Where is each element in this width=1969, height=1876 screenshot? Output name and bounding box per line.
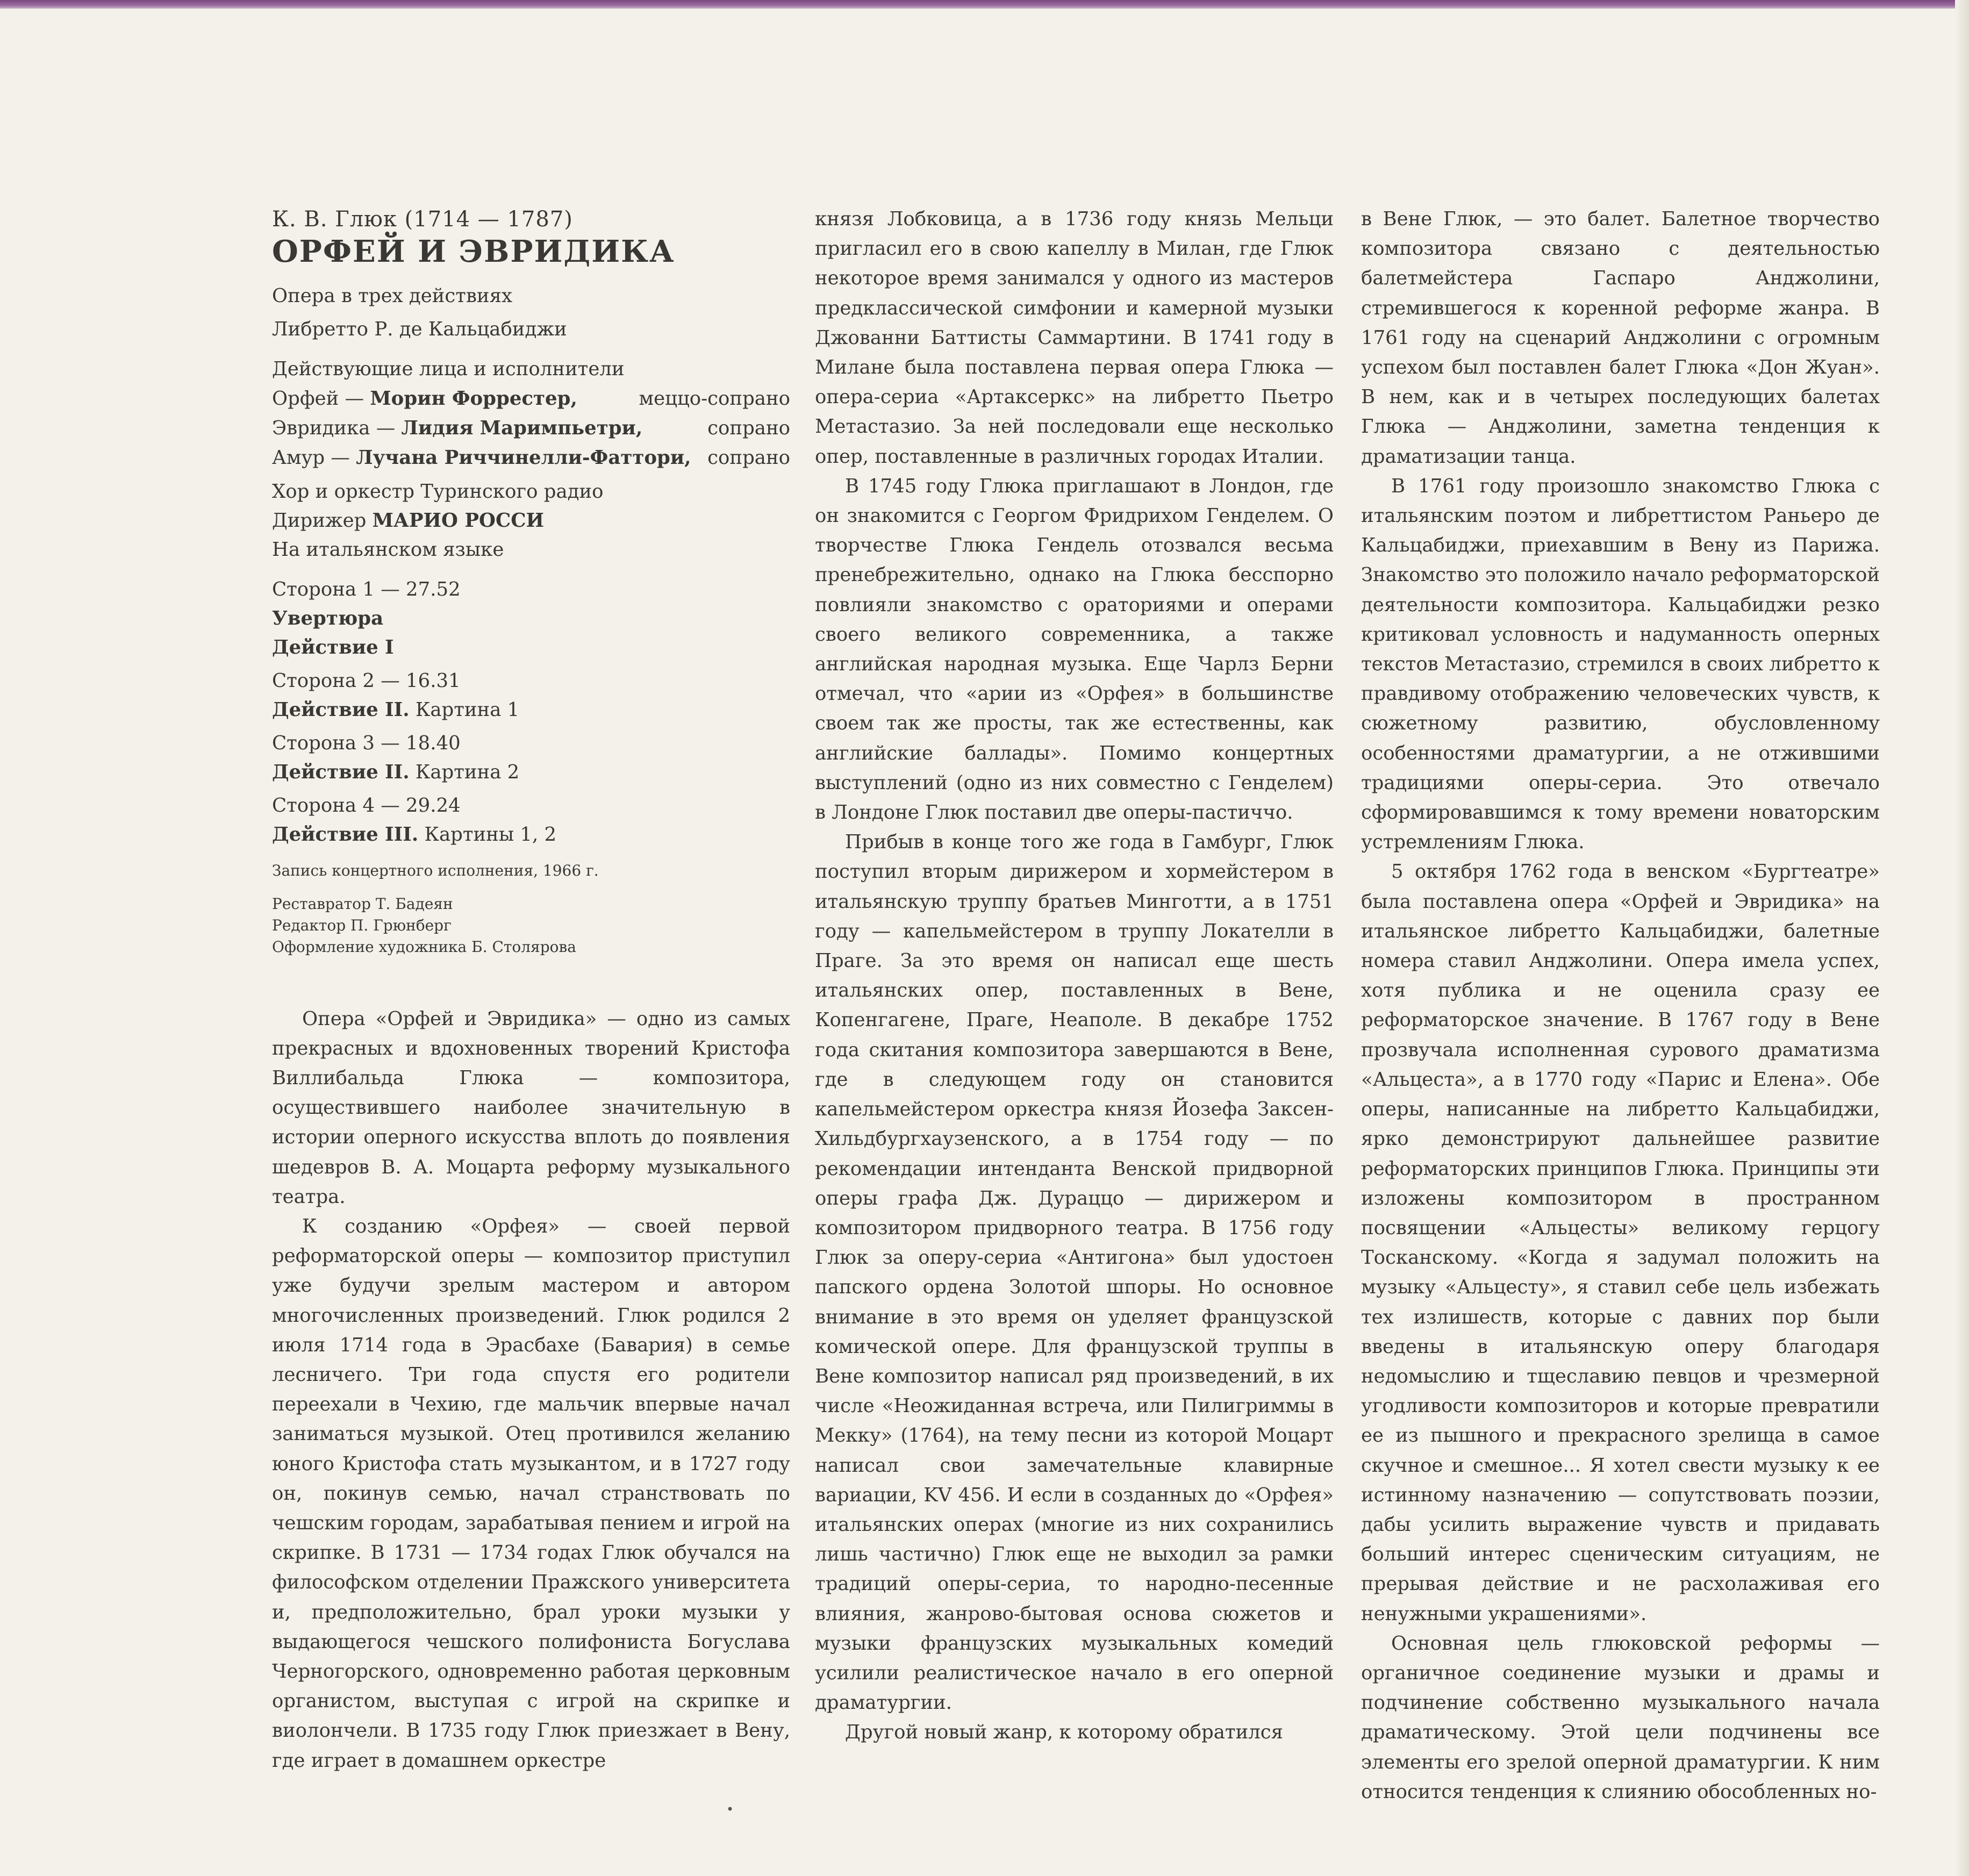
cast-voice: сопрано bbox=[707, 447, 790, 469]
cast-voice: сопрано bbox=[707, 417, 790, 440]
body-paragraph: В 1761 году произошло знакомство Глюка с итальянским поэтом и либреттистом Раньеро де Кальцабиджи, приехавшим в Вену из Парижа. Знакомство это положило начало реформаторской деятельности композитора. Кальцабиджи резко критиковал условность и надуманность оперных текстов Метастазио, стремился в своих либретто к правдивому отображению человеческих чувств, к сюжетному развитию, обусловленному особенностями драматургии, а не отжившими традициями оперы-сериа. Это отвечало сформировавшимся к тому времени новаторским устремлениям Глюка. bbox=[1361, 475, 1880, 854]
chorus-line: Хор и оркестр Туринского радио bbox=[272, 480, 604, 503]
side-track bbox=[272, 820, 790, 849]
side-track bbox=[272, 633, 790, 662]
language-line: На итальянском языке bbox=[272, 538, 504, 561]
side-gap bbox=[272, 787, 790, 791]
libretto-line: Либретто Р. де Кальцабиджи bbox=[272, 318, 567, 340]
credit-line: Оформление художника Б. Столярова bbox=[272, 937, 576, 956]
conductor-name: МАРИО РОССИ bbox=[372, 509, 545, 532]
opera-subtitle: Опера в трех действиях bbox=[272, 285, 513, 307]
track-bold: Увертюра bbox=[272, 607, 384, 629]
top-color-band bbox=[0, 0, 1969, 9]
cast-row bbox=[272, 413, 790, 443]
opera-title: ОРФЕЙ И ЭВРИДИКА bbox=[272, 234, 675, 269]
cast-heading: Действующие лица и исполнители bbox=[272, 358, 625, 380]
composer-line: К. В. Глюк (1714 — 1787) bbox=[272, 207, 573, 232]
cast-row bbox=[272, 384, 790, 413]
cast-role: Амур — bbox=[272, 447, 356, 469]
page-speck: • bbox=[726, 1802, 734, 1817]
conductor-line bbox=[272, 506, 790, 535]
cast-voice: меццо-сопрано bbox=[639, 388, 790, 410]
cast-list bbox=[272, 384, 790, 473]
side-track bbox=[272, 758, 790, 787]
body-paragraph: В 1745 году Глюка приглашают в Лондон, где он знакомится с Георгом Фридрихом Генделем. О творчестве Глюка Гендель отозвался весьма пренебрежительно, однако на Глюка бесспорно повлияли знакомство с ораториями и операми своего великого современника, а также английская народная музыка. Еще Чарлз Берни отмечал, что «арии из «Орфея» в большинстве своем так же просты, так же естественны, как английские баллады». Помимо концертных выступлений (одно из них совместно с Генделем) в Лондоне Глюк поставил две оперы-пастиччо. bbox=[815, 475, 1334, 824]
body-paragraph: князя Лобковица, а в 1736 году князь Мельци пригласил его в свою капеллу в Милан, где Глюк некоторое время занимался у одного из мастеров предклассической симфонии и камерной музыки Джованни Баттисты Саммартини. В 1741 году в Милане была поставлена первая опера Глюка — опера-сериа «Артаксеркс» на либретто Пьетро Метастазио. За ней последовали еще несколько опер, поставленные в различных городах Италии. bbox=[815, 208, 1334, 468]
body-paragraph: Опера «Орфей и Эвридика» — одно из самых прекрасных и вдохновенных творений Кристофа Виллибальда Глюка — композитора, осуществившего наиболее значительную в истории оперного искусства вплоть до появления шедевров В. А. Моцарта реформу музыкального театра. bbox=[272, 1007, 790, 1208]
track-rest: Картина 1 bbox=[409, 698, 520, 721]
side-track bbox=[272, 696, 790, 725]
side-gap bbox=[272, 725, 790, 729]
body-paragraph: в Вене Глюк, — это балет. Балетное творчество композитора связано с деятельностью балетмейстера Гаспаро Анджолини, стремившегося к коренной реформе жанра. В 1761 году на сценарий Анджолини с огромным успехом был поставлен балет Глюка «Дон Жуан». В нем, как и в четырех последующих балетах Глюка — Анджолини, заметна тенденция к драматизации танца. bbox=[1361, 208, 1880, 468]
recording-note: Запись концертного исполнения, 1966 г. bbox=[272, 861, 599, 879]
track-bold: Действие I bbox=[272, 636, 394, 658]
page-edge-shadow bbox=[1955, 0, 1969, 1876]
column-3-text bbox=[1361, 204, 1880, 1807]
side-title: Сторона 1 — 27.52 bbox=[272, 578, 461, 600]
cast-row bbox=[272, 443, 790, 472]
body-paragraph: 5 октября 1762 года в венском «Бургтеатре» была поставлена опера «Орфей и Эвридика» на итальянское либретто Кальцабиджи, балетные номера ставил Анджолини. Опера имела успех, хотя публика и не оценила сразу ее реформаторское значение. В 1767 году в Вене прозвучала исполненная сурового драматизма «Альцеста», а в 1770 году «Парис и Елена». Обе оперы, написанные на либретто Кальцабиджи, ярко демонстрируют дальнейшее развитие реформаторских принципов Глюка. Принципы эти изложены композитором в пространном посвящении «Альцесты» великому герцогу Тосканскому. «Когда я задумал положить на музыку «Альцесту», я ставил себе цель избежать тех излишеств, которые с давних пор были введены в итальянскую оперу благодаря недомыслию и тщеславию певцов и чрезмерной угодливости композиторов и которые превратили ее из пышного и прекрасного зрелища в самое скучное и смешное... Я хотел свести музыку к ее истинному назначению — сопутствовать поэзии, дабы усилить выражение чувств и придавать больший интерес сценическим ситуациям, не прерывая действие и не расхолаживая его ненужными украшениями». bbox=[1361, 861, 1880, 1625]
track-rest: Картина 2 bbox=[409, 761, 520, 783]
track-bold: Действие II. bbox=[272, 761, 410, 783]
sides-list bbox=[272, 575, 790, 849]
side-gap bbox=[272, 662, 790, 667]
body-paragraph: К созданию «Орфея» — своей первой реформаторской оперы — композитор приступил уже будучи зрелым мастером и автором многочисленных произведений. Глюк родился 2 июля 1714 года в Эрасбахе (Бавария) в семье лесничего. Три года спустя его родители переехали в Чехию, где мальчик впервые начал заниматься музыкой. Отец противился желанию юного Кристофа стать музыкантом, и в 1727 году он, покинув семью, начал странствовать по чешским городам, зарабатывая пением и игрой на скрипке. В 1731 — 1734 годах Глюк обучался на философском отделении Пражского университета и, предположительно, брал уроки музыки у выдающегося чешского полифониста Богуслава Черногорского, одновременно работая церковным органистом, выступая с игрой на скрипке и виолончели. В 1735 году Глюк приезжает в Вену, где играет в домашнем оркестре bbox=[272, 1215, 790, 1772]
body-paragraph: Основная цель глюковской реформы — органичное соединение музыки и драмы и подчинение собственно музыкального начала драматическому. Этой цели подчинены все элементы его зрелой оперной драматургии. К ним относится тенденция к слиянию обособленных но- bbox=[1361, 1632, 1880, 1803]
track-bold: Действие II. bbox=[272, 698, 410, 721]
cast-performer: Лучана Риччинелли-Фаттори, bbox=[356, 447, 691, 469]
cast-performer: Морин Форрестер, bbox=[370, 388, 577, 410]
column-1 bbox=[272, 204, 790, 1775]
side-title: Сторона 2 — 16.31 bbox=[272, 669, 461, 692]
cast-performer: Лидия Маримпьетри, bbox=[401, 417, 643, 440]
side-track bbox=[272, 604, 790, 633]
cast-role: Орфей — bbox=[272, 388, 370, 410]
side-title: Сторона 3 — 18.40 bbox=[272, 732, 461, 754]
cast-role-performer bbox=[272, 413, 642, 443]
credit-line: Редактор П. Грюнберг bbox=[272, 916, 452, 934]
body-paragraph: Прибыв в конце того же года в Гамбург, Глюк поступил вторым дирижером и хормейстером в итальянскую труппу братьев Минготти, а в 1751 году — капельмейстером в труппу Локателли в Праге. За это время он написал еще шесть итальянских опер, поставленных в Вене, Копенгагене, Праге, Неаполе. В декабре 1752 года скитания композитора завершаются в Вене, где в следующем году он становится капельмейстером оркестра князя Йозефа Заксен-Хильдбургхаузенского, а в 1754 году — по рекомендации интенданта Венской придворной оперы графа Дж. Дураццо — дирижером и композитором придворного театра. В 1756 году Глюк за оперу-сериа «Антигона» был удостоен папского ордена Золотой шпоры. Но основное внимание в это время он уделяет французской комической опере. Для французской труппы в Вене композитор написал ряд произведений, в их числе «Неожиданная встреча, или Пилигриммы в Мекку» (1764), на тему песни из которой Моцарт написал свои замечательные клавирные вариации, KV 456. И если в созданных до «Орфея» итальянских операх (многие из них сохранились лишь частично) Глюк еще не выходил за рамки традиций оперы-сериа, то народно-песенные влияния, жанрово-бытовая основа сюжетов и музыки французских музыкальных комедий усилили реалистическое начало в его оперной драматургии. bbox=[815, 831, 1334, 1714]
cast-role-performer bbox=[272, 443, 691, 472]
cast-role-performer bbox=[272, 384, 577, 413]
body-paragraph: Другой новый жанр, к которому обратился bbox=[845, 1721, 1284, 1744]
conductor-label: Дирижер bbox=[272, 509, 367, 532]
side-title: Сторона 4 — 29.24 bbox=[272, 794, 461, 817]
album-header bbox=[272, 204, 790, 958]
credits-list bbox=[272, 893, 790, 958]
track-rest: Картины 1, 2 bbox=[418, 823, 557, 846]
track-bold: Действие III. bbox=[272, 823, 419, 846]
credit-line: Реставратор Т. Бадеян bbox=[272, 894, 453, 913]
column-1-text bbox=[272, 1004, 790, 1775]
column-2-text bbox=[815, 204, 1334, 1748]
cast-role: Эвридика — bbox=[272, 417, 402, 440]
